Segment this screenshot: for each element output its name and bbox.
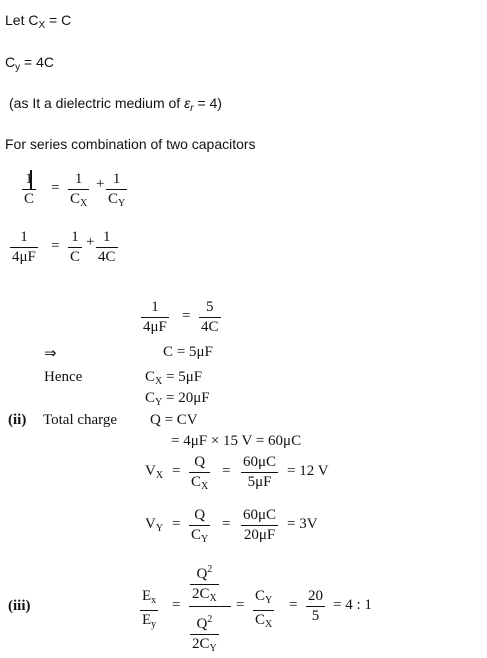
fraction-cy-over-cx: $C_Y$ $C_X$ [255, 588, 273, 630]
plus-sign: + [86, 234, 95, 250]
equals-sign: = [51, 180, 60, 196]
vy-lhs: $V_Y$ [145, 516, 164, 534]
equals-sign: = [172, 516, 181, 532]
intro-line-2: $C_y = 4C$ [5, 54, 54, 73]
fraction-q2-over-2cy: $Q^2$ $2C_Y$ [192, 614, 217, 654]
fraction-1-over-4c: 1 4C [98, 229, 116, 265]
fraction-ex-over-ey: $E_x$ $E_y$ [142, 588, 157, 630]
equals-sign: = [51, 238, 60, 254]
fraction-q2-over-2cx: $Q^2$ $2C_X$ [192, 564, 217, 604]
equals-sign: = [172, 463, 181, 479]
intro-line-4: For series combination of two capacitors [5, 136, 256, 152]
fraction-1-over-4uf: 1 4μF [12, 229, 36, 265]
equals-sign: = [222, 516, 231, 532]
charge-value: = 4μF × 15 V = 60μC [171, 433, 302, 449]
fraction-60uc-over-5uf: 60μC 5μF [243, 454, 277, 490]
result-c: C = 5μF [163, 344, 213, 360]
vy-result: = 3V [287, 516, 318, 532]
fraction-q-over-cy: Q $C_Y$ [191, 507, 209, 545]
vx-lhs: $V_X$ [145, 463, 164, 481]
fraction-1-over-c: 1 C [24, 171, 35, 207]
fraction-1-over-cy: 1 $C_Y$ [108, 171, 126, 209]
fraction-1-over-4uf-b: 1 4μF [143, 299, 167, 335]
fraction-60uc-over-20uf: 60μC 20μF [243, 507, 277, 543]
fraction-1-over-cx: 1 $C_X$ [70, 171, 88, 209]
result-cy: $C_Y = 20\mu F$ [145, 390, 210, 408]
equals-sign: = [289, 597, 298, 613]
equals-sign: = [236, 597, 245, 613]
part-iii-number: (iii) [8, 598, 31, 614]
part-ii-number: (ii) [8, 412, 27, 428]
energy-ratio-result: = 4 : 1 [333, 597, 372, 613]
equals-sign: = [182, 308, 191, 324]
main-fraction-bar [189, 606, 231, 607]
hence-label: Hence [44, 369, 83, 385]
equals-sign: = [172, 597, 181, 613]
intro-line-3: (as It a dielectric medium of $\varepsilon_r = 4$) [9, 95, 222, 114]
fraction-20-over-5: 20 5 [308, 588, 323, 624]
fraction-1-over-c-2: 1 C [70, 229, 81, 265]
implies-arrow: ⇒ [44, 346, 57, 362]
fraction-q-over-cx: Q $C_X$ [191, 454, 209, 492]
equals-sign: = [222, 463, 231, 479]
fraction-5-over-4c: 5 4C [201, 299, 219, 335]
vx-result: = 12 V [287, 463, 329, 479]
charge-formula: Q = CV [150, 412, 198, 428]
intro-line-1: Let $C_X = C$ [5, 12, 72, 31]
part-ii-label: Total charge [43, 412, 118, 428]
result-cx: $C_X = 5\mu F$ [145, 369, 203, 387]
plus-sign: + [96, 176, 105, 192]
